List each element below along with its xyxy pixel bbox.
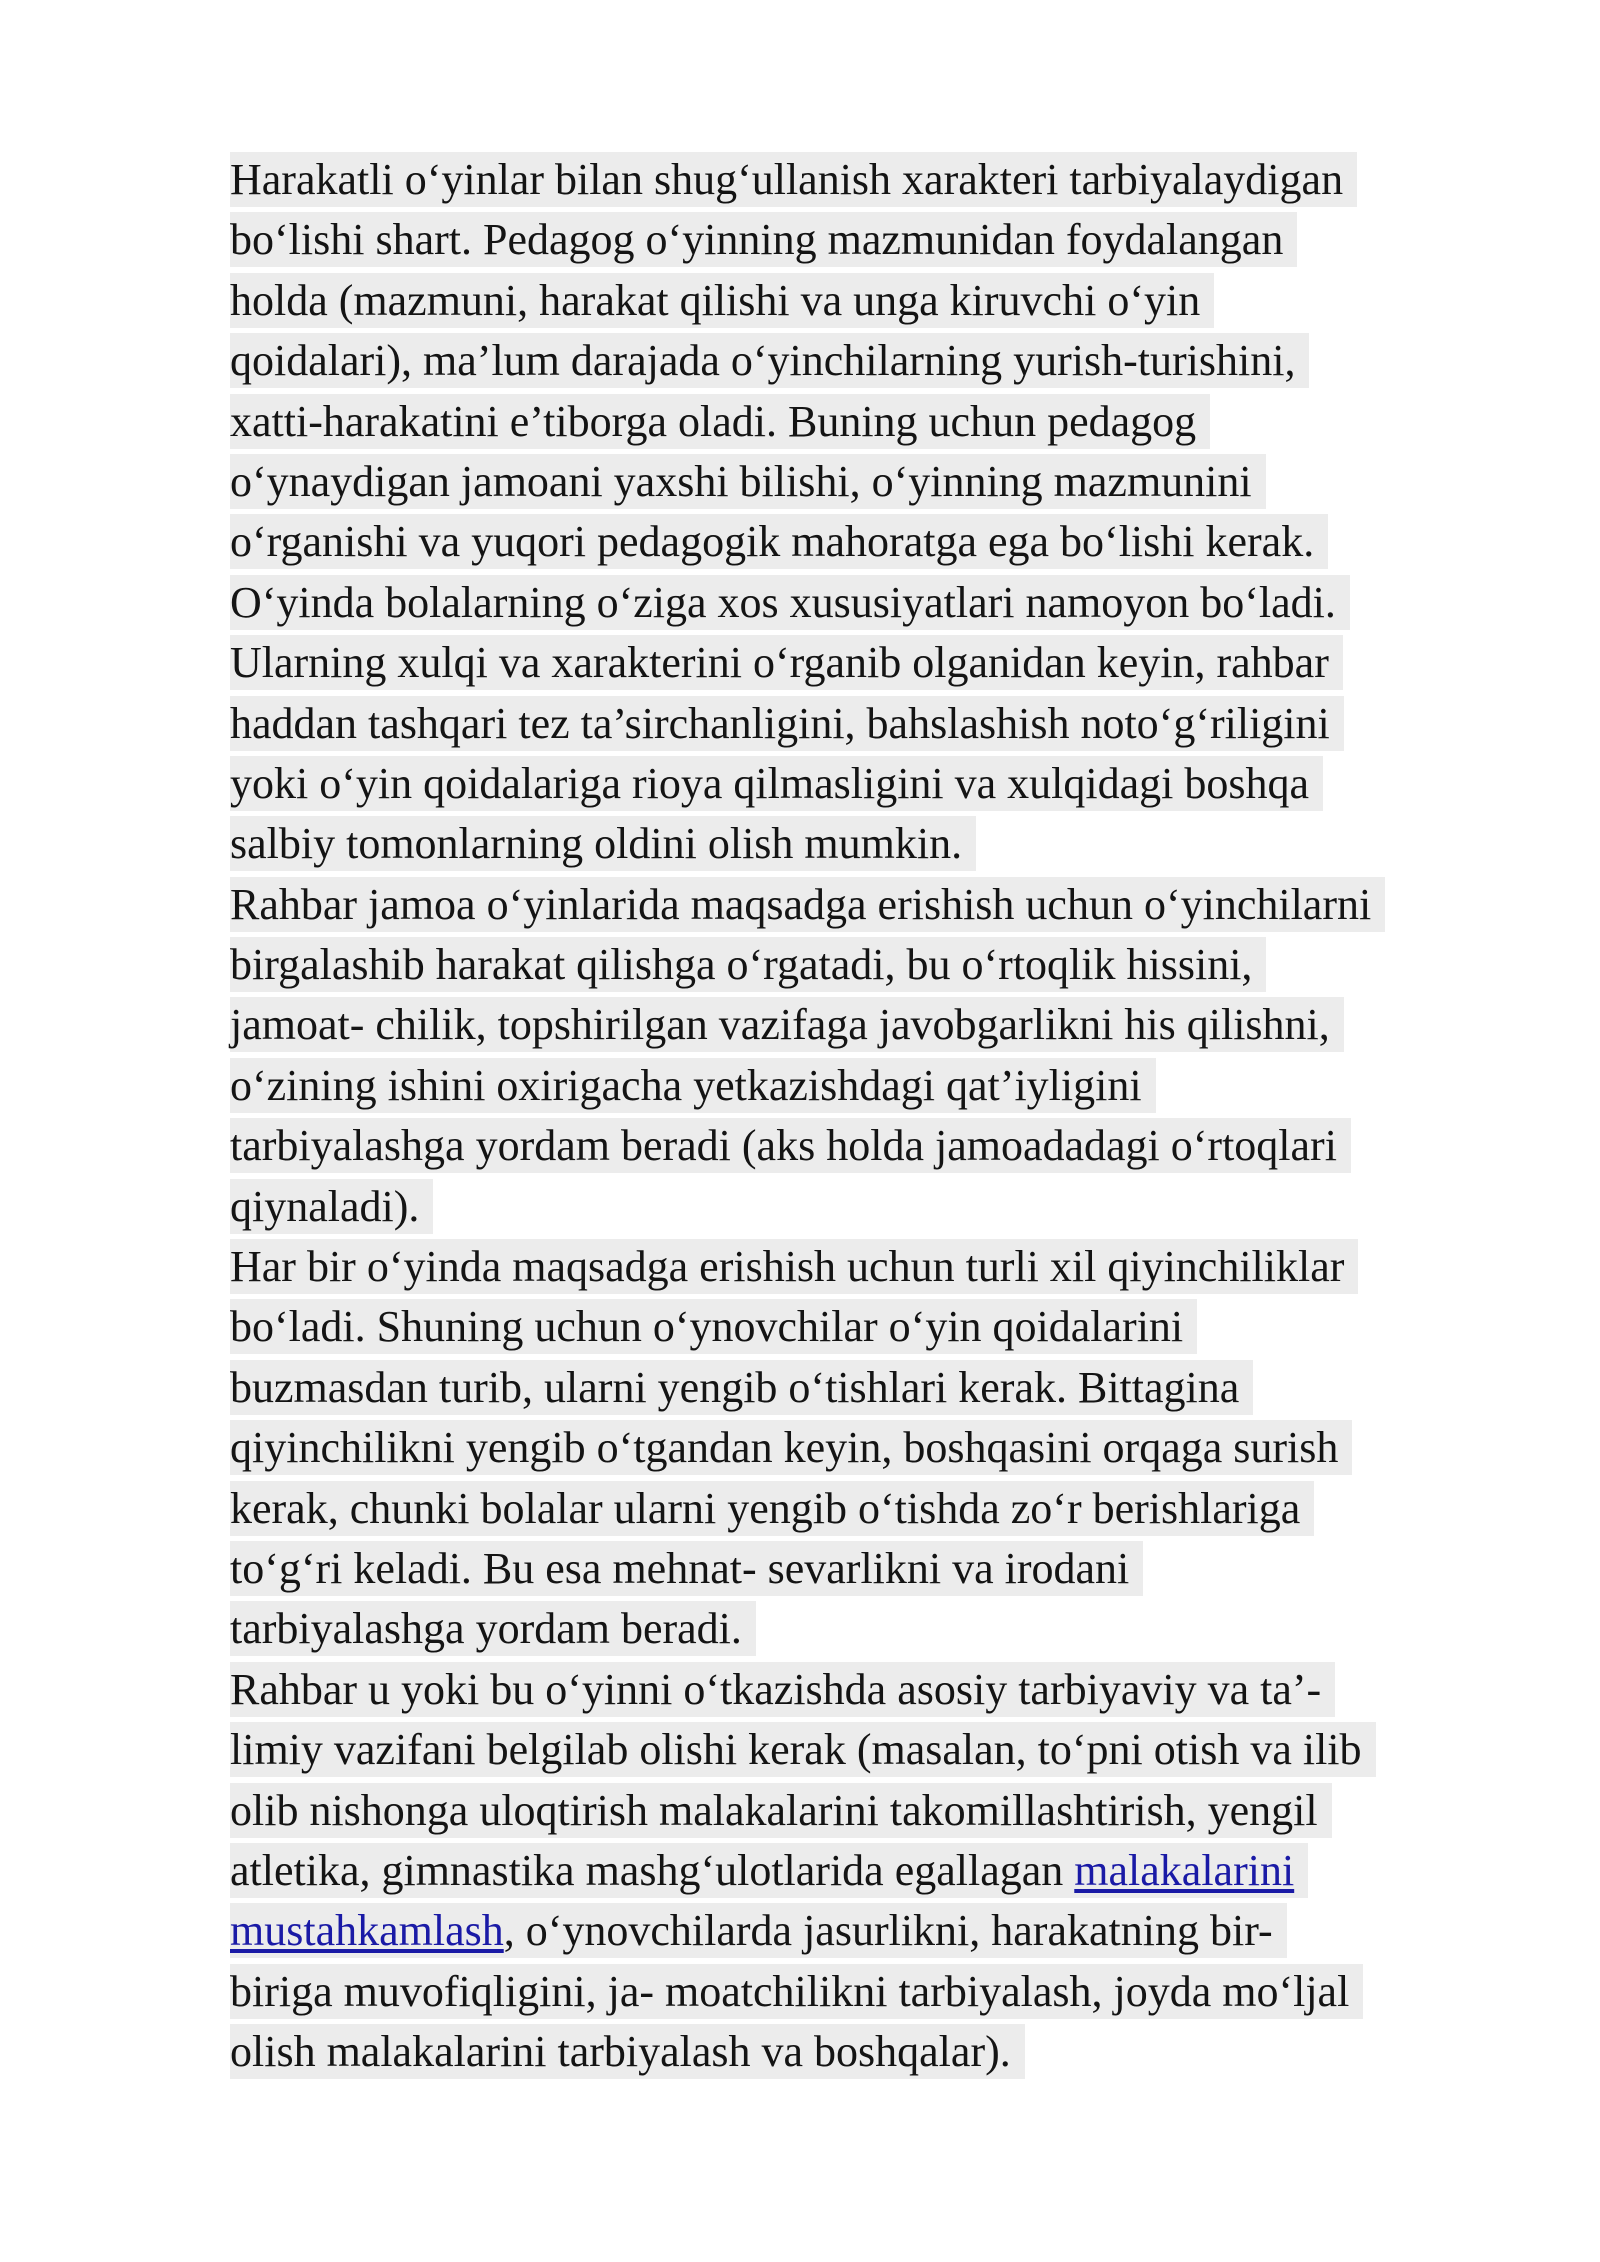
text-line: [230, 1539, 1530, 1599]
highlighted-text: Har bir o‘yinda maqsadga erishish uchun turli xil qiyinchiliklar: [230, 1239, 1358, 1294]
text-line: [230, 935, 1530, 995]
highlighted-text: jamoat- chilik, topshirilgan vazifaga javobgarlikni his qilishni,: [230, 997, 1344, 1052]
highlighted-text: bo‘lishi shart. Pedagog o‘yinning mazmunidan foydalangan: [230, 212, 1297, 267]
text-line: [230, 875, 1530, 935]
text-line: [230, 271, 1530, 331]
highlighted-text: Rahbar u yoki bu o‘yinni o‘tkazishda asosiy tarbiyaviy va ta’-: [230, 1662, 1335, 1717]
highlighted-text: tarbiyalashga yordam beradi.: [230, 1601, 756, 1656]
text-line: [230, 1116, 1530, 1176]
text-line: [230, 1297, 1530, 1357]
text-after-link: , o‘ynovchilarda jasurlikni, harakatning bir-: [503, 1906, 1273, 1956]
highlighted-text: o‘zining ishini oxirigacha yetkazishdagi qat’iyligini: [230, 1058, 1156, 1113]
highlighted-text: Rahbar jamoa o‘yinlarida maqsadga erishish uchun o‘yinchilarni: [230, 877, 1385, 932]
text-line: [230, 1962, 1530, 2022]
text-line-with-link: [230, 1841, 1530, 1901]
highlighted-text: o‘ynaydigan jamoani yaxshi bilishi, o‘yinning mazmunini: [230, 454, 1266, 509]
text-line-with-link-end: [230, 1901, 1530, 1961]
text-line: [230, 573, 1530, 633]
highlighted-text: xatti-harakatini e’tiborga oladi. Buning uchun pedagog: [230, 394, 1210, 449]
highlighted-text: [230, 1903, 1287, 1958]
text-line: [230, 1660, 1530, 1720]
document-body: [230, 150, 1530, 2083]
text-line: [230, 1599, 1530, 1659]
paragraph-tail-lines: [230, 1962, 1530, 2083]
text-line: [230, 2022, 1530, 2082]
text-line: [230, 1056, 1530, 1116]
text-line: [230, 392, 1530, 452]
text-line: [230, 1781, 1530, 1841]
highlighted-text: olish malakalarini tarbiyalash va boshqalar).: [230, 2024, 1025, 2079]
highlighted-text: holda (mazmuni, harakat qilishi va unga kiruvchi o‘yin: [230, 273, 1214, 328]
text-before-link: atletika, gimnastika mashg‘ulotlarida egallagan: [230, 1845, 1075, 1895]
text-line: [230, 814, 1530, 874]
text-line: [230, 1177, 1530, 1237]
text-line: [230, 754, 1530, 814]
highlighted-text: kerak, chunki bolalar ularni yengib o‘tishda zo‘r berishlariga: [230, 1481, 1314, 1536]
highlighted-text: qiyinchilikni yengib o‘tgandan keyin, boshqasini orqaga surish: [230, 1420, 1352, 1475]
highlighted-text: Harakatli o‘yinlar bilan shug‘ullanish xarakteri tarbiyalaydigan: [230, 152, 1357, 207]
text-line: [230, 633, 1530, 693]
highlighted-text: qoidalari), ma’lum darajada o‘yinchilarning yurish-turishini,: [230, 333, 1309, 388]
highlighted-text: to‘g‘ri keladi. Bu esa mehnat- sevarlikni va irodani: [230, 1541, 1143, 1596]
highlighted-text: [230, 1843, 1308, 1898]
highlighted-text: birgalashib harakat qilishga o‘rgatadi, bu o‘rtoqlik hissini,: [230, 937, 1266, 992]
highlighted-text: bo‘ladi. Shuning uchun o‘ynovchilar o‘yin qoidalarini: [230, 1299, 1197, 1354]
highlighted-text: buzmasdan turib, ularni yengib o‘tishlari kerak. Bittagina: [230, 1360, 1253, 1415]
hyperlink-malakalarini-mustahkamlash[interactable]: malakalarini: [1074, 1845, 1295, 1895]
highlighted-text: O‘yinda bolalarning o‘ziga xos xususiyatlari namoyon bo‘ladi.: [230, 575, 1350, 630]
highlighted-text: salbiy tomonlarning oldini olish mumkin.: [230, 816, 976, 871]
highlighted-text: yoki o‘yin qoidalariga rioya qilmasligini va xulqidagi boshqa: [230, 756, 1323, 811]
highlighted-text: Ularning xulqi va xarakterini o‘rganib olganidan keyin, rahbar: [230, 635, 1343, 690]
text-line: [230, 1479, 1530, 1539]
paragraph-lines: [230, 150, 1530, 1841]
text-line: [230, 694, 1530, 754]
text-line: [230, 331, 1530, 391]
text-line: [230, 995, 1530, 1055]
text-line: [230, 1358, 1530, 1418]
highlighted-text: biriga muvofiqligini, ja- moatchilikni tarbiyalash, joyda mo‘ljal: [230, 1964, 1363, 2019]
text-line: [230, 1237, 1530, 1297]
highlighted-text: o‘rganishi va yuqori pedagogik mahoratga ega bo‘lishi kerak.: [230, 514, 1328, 569]
hyperlink-malakalarini-mustahkamlash-continued[interactable]: mustahkamlash: [230, 1906, 504, 1956]
text-line: [230, 452, 1530, 512]
text-line: [230, 210, 1530, 270]
highlighted-text: qiynaladi).: [230, 1179, 433, 1234]
text-line: [230, 512, 1530, 572]
text-line: [230, 1720, 1530, 1780]
highlighted-text: tarbiyalashga yordam beradi (aks holda jamoadadagi o‘rtoqlari: [230, 1118, 1351, 1173]
text-line: [230, 1418, 1530, 1478]
text-line: [230, 150, 1530, 210]
highlighted-text: olib nishonga uloqtirish malakalarini takomillashtirish, yengil: [230, 1783, 1332, 1838]
highlighted-text: haddan tashqari tez ta’sirchanligini, bahslashish noto‘g‘riligini: [230, 696, 1344, 751]
highlighted-text: limiy vazifani belgilab olishi kerak (masalan, to‘pni otish va ilib: [230, 1722, 1376, 1777]
